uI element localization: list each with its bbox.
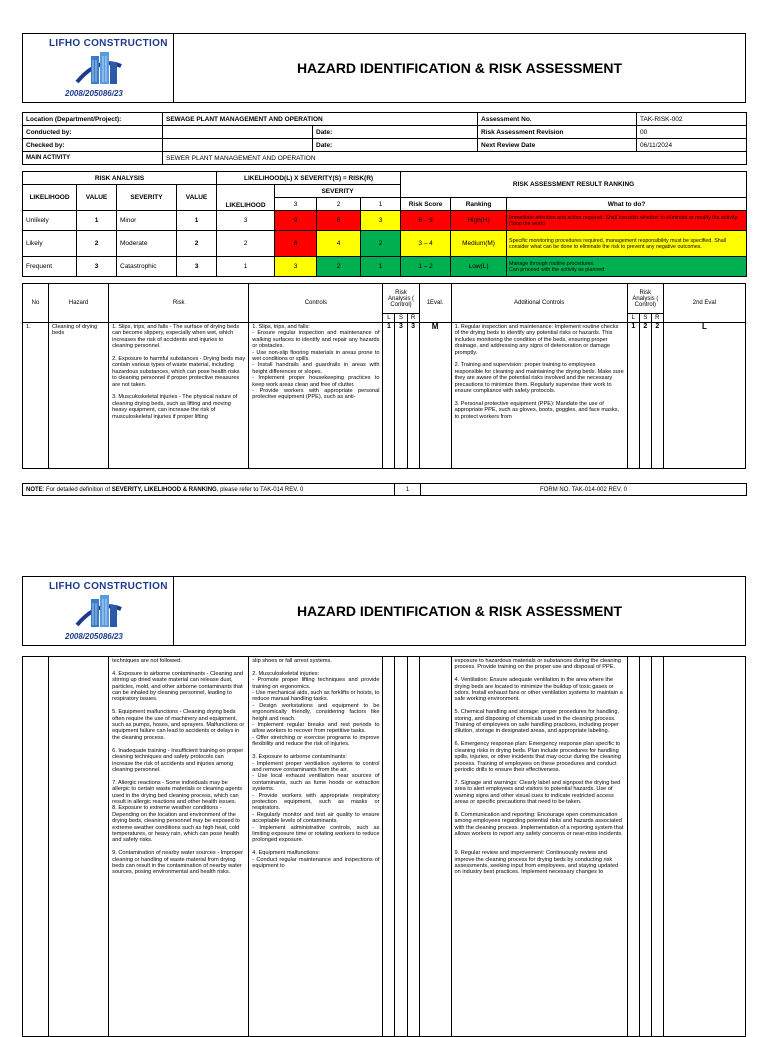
ranking-low: Low(L) — [451, 257, 507, 277]
row-s — [395, 657, 407, 1037]
col-r: R — [407, 314, 419, 323]
next-review-value: 06/11/2024 — [637, 139, 747, 152]
row-hazard — [49, 657, 109, 1037]
location-label: Location (Department/Project): — [23, 113, 163, 126]
col-severity: SEVERITY — [117, 185, 177, 211]
matrix-cell: 6 — [317, 211, 361, 231]
col-l: L — [383, 314, 395, 323]
row-eval-2: L — [663, 323, 745, 469]
ranking-head: Ranking — [451, 198, 507, 211]
row-r — [407, 657, 419, 1037]
row-eval-1 — [419, 657, 451, 1037]
building-logo-icon — [73, 591, 125, 633]
severity-moderate: Moderate — [117, 231, 177, 257]
company-reg-no: 2008/205086/23 — [65, 632, 123, 641]
matrix-severity-head: SEVERITY — [275, 185, 401, 198]
severity-value: 3 — [177, 257, 217, 277]
likelihood-frequent: Frequent — [23, 257, 77, 277]
page-number: 1 — [395, 484, 421, 496]
hazard-table-continued — [22, 656, 746, 1037]
page-1 — [22, 33, 746, 496]
conducted-by-label: Conducted by: — [23, 126, 163, 139]
matrix-row-likelihood: 1 — [217, 257, 275, 277]
matrix-cell: 9 — [275, 211, 317, 231]
row-s-2: 2 — [639, 323, 651, 469]
matrix-row-likelihood: 3 — [217, 211, 275, 231]
severity-value: 2 — [177, 231, 217, 257]
matrix-cell: 3 — [275, 257, 317, 277]
col-r-2: R — [651, 314, 663, 323]
row-l: 1 — [383, 323, 395, 469]
checked-date-label: Date: — [313, 139, 478, 152]
checked-by-value — [163, 139, 313, 152]
col-risk: Risk — [109, 284, 249, 323]
matrix-row-likelihood: 2 — [217, 231, 275, 257]
hazard-table — [22, 283, 746, 469]
matrix-cell: 2 — [361, 231, 401, 257]
what-to-do-head: What to do? — [507, 198, 747, 211]
revision-value: 00 — [637, 126, 747, 139]
next-review-label: Next Review Date — [478, 139, 637, 152]
col-l-2: L — [627, 314, 639, 323]
row-l — [383, 657, 395, 1037]
note-text: : For detailed definition of — [42, 486, 112, 493]
what-to-do-low: Manage through routine procedures. Can proceed with the activity as planned — [507, 257, 747, 277]
likelihood-value: 2 — [77, 231, 117, 257]
conducted-date-label: Date: — [313, 126, 478, 139]
main-activity-label: MAIN ACTIVITY — [23, 152, 163, 165]
col-no: No — [23, 284, 49, 323]
footer-note — [23, 484, 395, 496]
formula-header: LIKELIHOOD(L) X SEVERITY(S) = RISK(R) — [217, 172, 401, 185]
col-eval-1: 1Eval. — [419, 284, 451, 323]
sev-col-2: 2 — [317, 198, 361, 211]
row-s-2 — [639, 657, 651, 1037]
severity-minor: Minor — [117, 211, 177, 231]
row-risk: 1. Slips, trips, and falls - The surface of drying beds can become slippery, especially when wet, which increases the risk of accidents and injuries to cleaning personnel. 2. Exposure to harmful substances - Drying beds may contain various types of waste material, including hazardous substances, which can pose health risks to cleaning personnel if proper protective measures are not taken. 3. Musculoskeletal injuries - The physical nature of cleaning drying beds, such as lifting and moving heavy equipment, can increase the risk of musculoskeletal injuries if proper lifting — [109, 323, 249, 469]
col-likelihood: LIKELIHOOD — [23, 185, 77, 211]
matrix-cell: 6 — [275, 231, 317, 257]
page-header — [22, 576, 746, 646]
likelihood-unlikely: Unlikely — [23, 211, 77, 231]
col-controls: Controls — [249, 284, 383, 323]
document-title: HAZARD IDENTIFICATION & RISK ASSESSMENT — [296, 60, 623, 76]
risk-score-head: Risk Score — [401, 198, 451, 211]
document-title: HAZARD IDENTIFICATION & RISK ASSESSMENT — [296, 603, 623, 619]
col-s: S — [395, 314, 407, 323]
company-name: LIFHO CONSTRUCTION — [49, 38, 168, 49]
company-logo — [23, 577, 174, 645]
col-eval-2: 2nd Eval — [663, 284, 745, 323]
row-additional-controls: 1. Regular inspection and maintenance: Implement routine checks of the drying beds to identify any potential risks or hazards. This includes monitoring the condition of the beds, ensuring proper drainage, and addressing any signs of deterioration or damage promptly. 2. Training and supervision: proper training to employees responsible for cleaning and maintaining the drying beds. Make sure they are aware of the potential risks involved and the necessary precautions to minimize them. Regularly supervise their work to ensure compliance with safety protocols. 3. Personal protective equipment (PPE): Mandate the use of appropriate PPE, such as gloves, boots, goggles, and face masks, to protect workers from — [451, 323, 627, 469]
col-value-2: VALUE — [177, 185, 217, 211]
conducted-by-value — [163, 126, 313, 139]
col-value: VALUE — [77, 185, 117, 211]
col-risk-analysis-2: Risk Analysis ( Control) — [627, 284, 663, 314]
row-s: 3 — [395, 323, 407, 469]
location-value: SEWAGE PLANT MANAGEMENT AND OPERATION — [163, 113, 478, 126]
row-risk: techniques are not followed. 4. Exposure to airborne contaminants - Cleaning and stirring up dried waste material can release dust, particles, mold, and other airborne contaminants that can be inhaled by cleaning personnel, leading to respiratory issues. 5. Equipment malfunctions - Cleaning drying beds often require the use of machinery and equipment, such as pumps, hoses, and sprayers. Malfunctions or equipment failure can lead to accidents or delays in the cleaning process. 6. Inadequate training - Insufficient training on proper cleaning techniques and safety protocols can increase the risk of accidents and injuries among cleaning personnel. 7. Allergic reactions - Some individuals may be allergic to certain waste materials or cleaning agents used in the drying bed cleaning process, which can result in allergic reactions and other health issues. 8. Exposure to extreme weather conditions - Depending on the location and environment of the drying beds, cleaning personnel may be exposed to extreme weather conditions such as high heat, cold temperatures, or heavy rain, which can pose health and safety risks. 9. Contamination of nearby water sources - Improper cleaning or handling of waste material from drying beds can result in the contamination of nearby water sources, posing environmental and health risks. — [109, 657, 249, 1037]
row-eval-1: M — [419, 323, 451, 469]
matrix-cell: 3 — [361, 211, 401, 231]
row-l-2 — [627, 657, 639, 1037]
row-no: 1. — [23, 323, 49, 469]
row-controls: slip shoes or fall arrest systems. 2. Musculoskeletal injuries: - Promote proper lifting techniques and provide training on ergonomics. - Use mechanical aids, such as forklifts or hoists, to reduce manual handling tasks. - Design workstations and equipment to be ergonomically friendly, considering factors like height and reach. - Implement regular breaks and rest periods to allow workers to recover from repetitive tasks. - Offer stretching or exercise programs to improve flexibility and reduce the risk of injuries. 3. Exposure to airborne contaminants: - Implement proper ventilation systems to control and remove contaminants from the air. - Use local exhaust ventilation near sources of contaminants, such as fume hoods or extraction systems. - Provide workers with appropriate respiratory protection equipment, such as masks or respirators. - Regularly monitor and test air quality to ensure acceptable levels of contaminants. - Implement administrative controls, such as limiting exposure time or rotating workers to reduce prolonged exposure. 4. Equipment malfunctions: - Conduct regular maintenance and inspections of equipment to — [249, 657, 383, 1037]
col-s-2: S — [639, 314, 651, 323]
note-bold: SEVERITY, LIKELIHOOD & RANKING — [111, 486, 217, 493]
form-number: FORM NO. TAK-014-002 REV. 0 — [421, 484, 747, 496]
company-logo — [23, 34, 174, 102]
row-hazard: Cleaning of drying beds — [49, 323, 109, 469]
main-activity-value: SEWER PLANT MANAGEMENT AND OPERATION — [163, 152, 747, 165]
page-footer — [22, 483, 747, 496]
note-suffix: , please refer to TAK-014 REV. 0 — [216, 486, 304, 493]
col-hazard: Hazard — [49, 284, 109, 323]
risk-matrix-table — [22, 171, 747, 277]
what-to-do-high: Immediate attention and action required. Shall consider whether to eliminate or modify the activity. (Stop the work) — [507, 211, 747, 231]
likelihood-value: 1 — [77, 211, 117, 231]
revision-label: Risk Assessment Revision — [478, 126, 637, 139]
col-risk-analysis: Risk Analysis ( Control) — [383, 284, 419, 314]
ranking-high: High(H) — [451, 211, 507, 231]
company-name: LIFHO CONSTRUCTION — [49, 581, 168, 592]
checked-by-label: Checked by: — [23, 139, 163, 152]
row-additional-controls: exposure to hazardous materials or substances during the cleaning process. Provide training on the proper use and disposal of PPE. 4. Ventilation: Ensure adequate ventilation in the area where the drying beds are located to minimize the buildup of toxic gases or odors. Install exhaust fans or other ventilation systems to maintain a safe working environment. 5. Chemical handling and storage: proper procedures for handling, storing, and disposing of chemicals used in the cleaning process. Training of employees on safe handling practices, including proper dilution, storage in designated areas, and appropriate labeling. 6. Emergency response plan: Emergency response plan specific to cleaning risks in drying beds. Plan include procedures for handling spills, injuries, or other incidents that may occur during the cleaning process. Training of employees on these procedures and conduct periodic drills to ensure their effectiveness. 7. Signage and warnings: Clearly label and signpost the drying bed area to alert employees and visitors to potential hazards. Use of warning signs and other visual cues to indicate restricted access areas or specific precautions that need to be taken. 8. Communication and reporting: Encourage open communication among employees regarding potential risks and hazards associated with the cleaning process. Implementation of a reporting system that allows workers to report any safety concerns or near-miss incidents. 9. Regular review and improvement: Continuously review and improve the cleaning process for drying beds by conducting risk assessments, seeking input from employees, and staying updated on industry best practices. Implement necessary changes to — [451, 657, 627, 1037]
row-no — [23, 657, 49, 1037]
row-r-2 — [651, 657, 663, 1037]
sev-col-3: 3 — [275, 198, 317, 211]
assessment-info-table — [22, 112, 747, 165]
row-eval-2 — [663, 657, 745, 1037]
risk-analysis-header: RISK ANALYSIS — [23, 172, 217, 185]
page-2 — [22, 576, 746, 1037]
risk-score-medium: 3 – 4 — [401, 231, 451, 257]
company-reg-no: 2008/205086/23 — [65, 89, 123, 98]
severity-catastrophic: Catastrophic — [117, 257, 177, 277]
ranking-title: RISK ASSESSMENT RESULT RANKING — [401, 172, 747, 198]
assessment-no-label: Assessment No. — [478, 113, 637, 126]
matrix-likelihood-head: LIKELIHOOD — [217, 185, 275, 211]
page-header — [22, 33, 746, 103]
risk-score-high: 6 – 9 — [401, 211, 451, 231]
row-r-2: 2 — [651, 323, 663, 469]
col-additional-controls: Additional Controls — [451, 284, 627, 323]
likelihood-value: 3 — [77, 257, 117, 277]
matrix-cell: 4 — [317, 231, 361, 257]
matrix-cell: 1 — [361, 257, 401, 277]
ranking-medium: Medium(M) — [451, 231, 507, 257]
sev-col-1: 1 — [361, 198, 401, 211]
row-l-2: 1 — [627, 323, 639, 469]
assessment-no-value: TAK-RISK-002 — [637, 113, 747, 126]
severity-value: 1 — [177, 211, 217, 231]
matrix-cell: 2 — [317, 257, 361, 277]
risk-score-low: 1 – 2 — [401, 257, 451, 277]
row-r: 3 — [407, 323, 419, 469]
likelihood-likely: Likely — [23, 231, 77, 257]
building-logo-icon — [73, 48, 125, 90]
note-prefix: NOTE — [26, 486, 43, 493]
row-controls: 1. Slips, trips, and falls: - Ensure regular inspection and maintenance of walking surfaces to identify and repair any hazards or obstacles. - Use non-slip flooring materials in areas prone to wet conditions or spills. - Install handrails and guardrails in areas with height differences or slopes. - Implement proper housekeeping practices to keep work areas clean and free of clutter. - Provide workers with appropriate personal protective equipment (PPE), such as anti- — [249, 323, 383, 469]
what-to-do-medium: Specific monitoring procedures required, management responsibility must be specified. Shall consider what can be done to eliminate the risk to prevent any negative outcomes. — [507, 231, 747, 257]
